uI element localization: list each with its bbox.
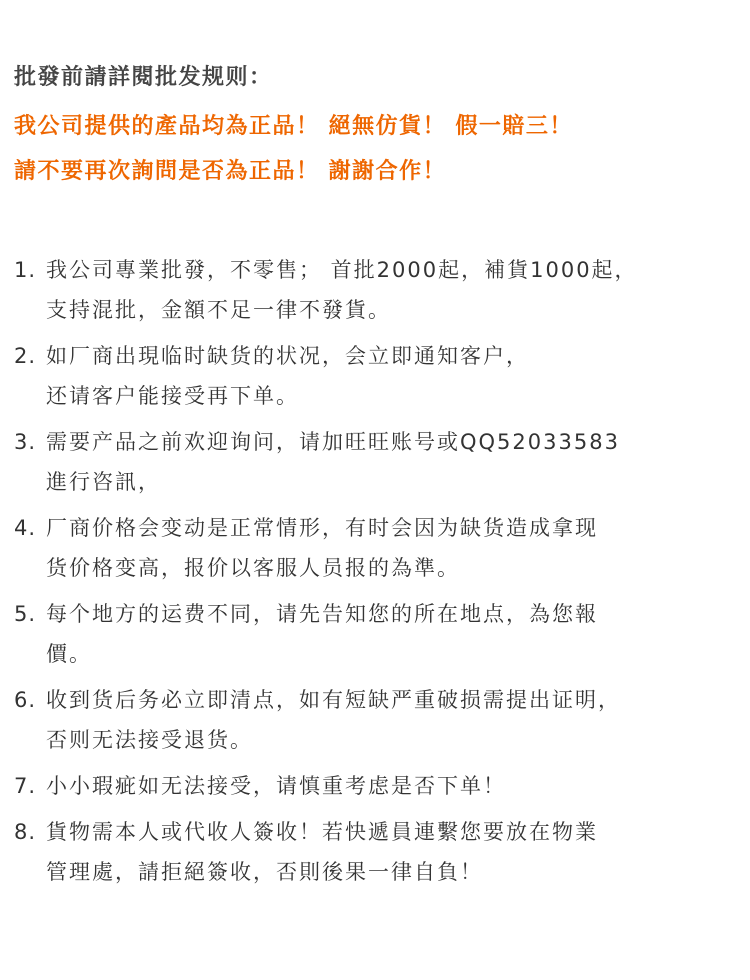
rule-text: 否则无法接受退货。 bbox=[46, 728, 253, 752]
authenticity-notice: 我公司提供的產品均為正品！ 絕無仿貨！ 假一賠三！ bbox=[14, 114, 573, 139]
rules-list bbox=[14, 250, 750, 898]
rule-number: 2. bbox=[14, 344, 37, 368]
rule-text: 進行咨訊， bbox=[46, 470, 161, 494]
rule-item bbox=[14, 680, 750, 760]
rule-number: 7. bbox=[14, 774, 37, 798]
rule-line bbox=[14, 336, 750, 376]
rule-text: 價。 bbox=[46, 642, 92, 666]
rule-line bbox=[14, 508, 750, 548]
rule-text: 貨物需本人或代收人簽收！若快遞員連繫您要放在物業 bbox=[46, 820, 598, 844]
rule-text: 小小瑕疵如无法接受，请慎重考虑是否下单！ bbox=[46, 774, 506, 798]
rule-text: 我公司專業批發，不零售； 首批2000起，補貨1000起， bbox=[46, 258, 638, 282]
rule-item bbox=[14, 594, 750, 674]
rule-text: 还请客户能接受再下单。 bbox=[46, 384, 299, 408]
rule-number: 6. bbox=[14, 688, 37, 712]
rule-number: 5. bbox=[14, 602, 37, 626]
rule-text: 厂商价格会变动是正常情形，有时会因为缺货造成拿现 bbox=[46, 516, 598, 540]
rule-line bbox=[14, 250, 750, 290]
rule-text: 如厂商出現临时缺货的状况，会立即通知客户， bbox=[46, 344, 529, 368]
rule-text: 管理處，請拒絕簽收，否則後果一律自負！ bbox=[46, 860, 483, 884]
rule-item bbox=[14, 336, 750, 416]
page-heading: 批發前請詳閱批发规则： bbox=[14, 65, 273, 90]
rule-line bbox=[14, 422, 750, 462]
rule-item bbox=[14, 250, 750, 330]
rule-item bbox=[14, 422, 750, 502]
rule-item bbox=[14, 766, 750, 806]
rule-text: 每个地方的运费不同，请先告知您的所在地点，為您報 bbox=[46, 602, 598, 626]
rule-text: 收到货后务必立即清点，如有短缺严重破损需提出证明， bbox=[46, 688, 621, 712]
rule-line bbox=[14, 812, 750, 852]
rule-number: 1. bbox=[14, 258, 37, 282]
rule-number: 3. bbox=[14, 430, 37, 454]
rule-text: 货价格变高，报价以客服人员报的為準。 bbox=[46, 556, 460, 580]
rule-number: 8. bbox=[14, 820, 37, 844]
rule-line bbox=[14, 680, 750, 720]
rule-number: 4. bbox=[14, 516, 37, 540]
rule-line bbox=[14, 594, 750, 634]
rule-item bbox=[14, 508, 750, 588]
rule-text: 支持混批，金額不足一律不發貨。 bbox=[46, 298, 391, 322]
no-repeat-questions-notice: 請不要再次詢問是否為正品！ 謝謝合作！ bbox=[14, 159, 447, 184]
rule-item bbox=[14, 812, 750, 892]
rule-line bbox=[14, 766, 750, 806]
rule-text: 需要产品之前欢迎询问，请加旺旺账号或QQ52033583 bbox=[46, 430, 620, 454]
